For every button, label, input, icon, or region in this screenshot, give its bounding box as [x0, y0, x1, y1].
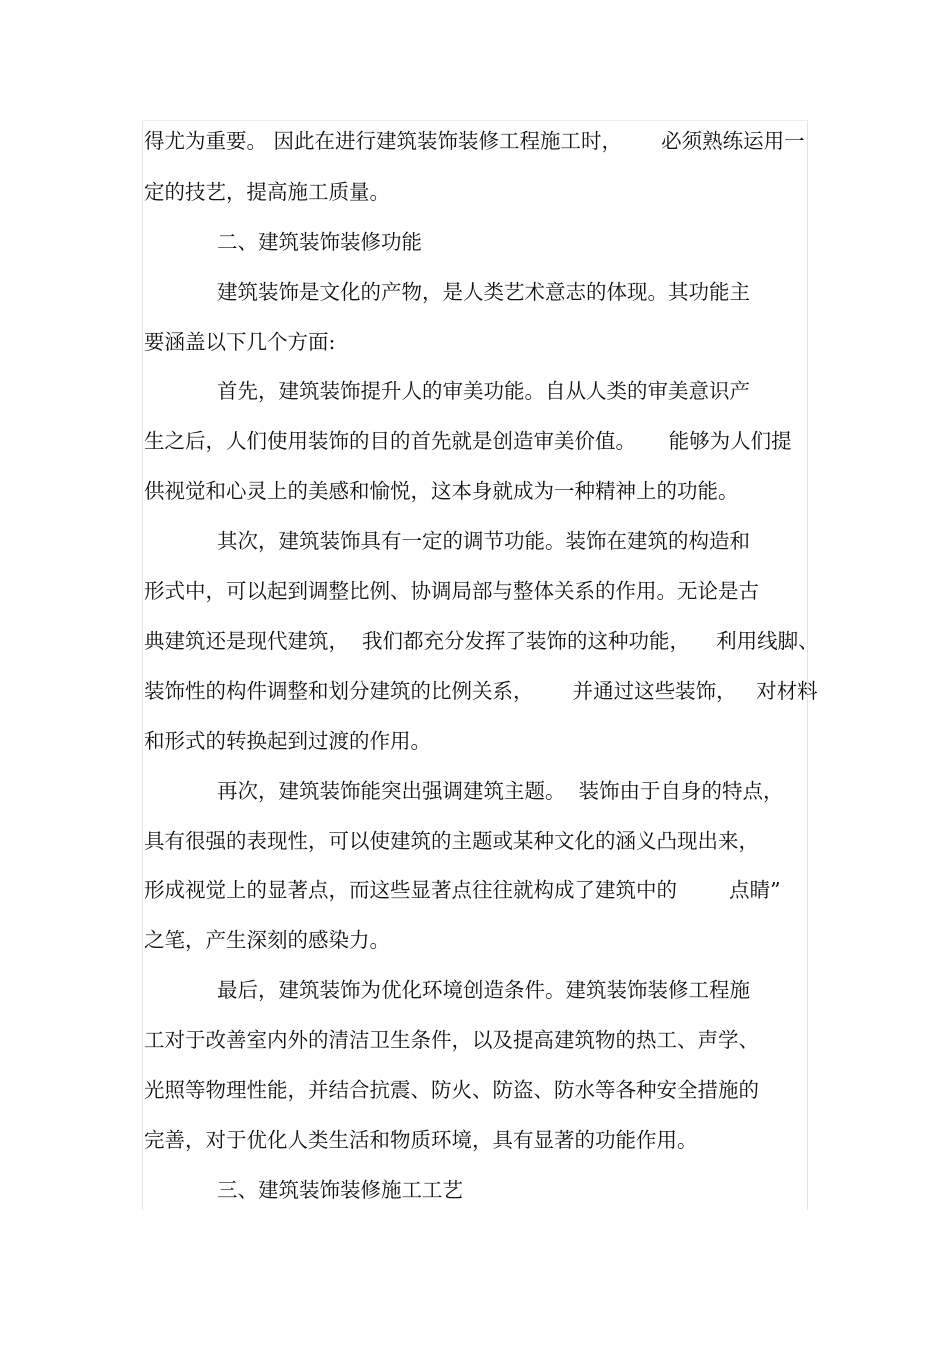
text-line: 建筑装饰是文化的产物，是人类艺术意志的体现。其功能主 [217, 280, 750, 304]
section-heading: 三、建筑装饰装修施工工艺 [217, 1178, 463, 1202]
text-line: 定的技艺，提高施工质量。 [144, 180, 390, 204]
section-heading: 二、建筑装饰装修功能 [217, 230, 422, 254]
text-line: 之笔，产生深刻的感染力。 [144, 928, 390, 952]
text-line: 工对于改善室内外的清洁卫生条件，以及提高建筑物的热工、声学、 [144, 1028, 759, 1052]
text-line: 形式中，可以起到调整比例、协调局部与整体关系的作用。无论是古 [144, 579, 759, 603]
text-line: 装饰性的构件调整和划分建筑的比例关系， 并通过这些装饰， 对材料 [144, 679, 818, 703]
text-line: 其次，建筑装饰具有一定的调节功能。装饰在建筑的构造和 [217, 529, 750, 553]
text-line: 和形式的转换起到过渡的作用。 [144, 729, 431, 753]
text-line: 典建筑还是现代建筑， 我们都充分发挥了装饰的这种功能， 利用线脚、 [144, 629, 819, 653]
text-line: 要涵盖以下几个方面: [144, 330, 336, 354]
text-line: 光照等物理性能，并结合抗震、防火、防盗、防水等各种安全措施的 [144, 1078, 759, 1102]
text-line: 生之后，人们使用装饰的目的首先就是创造审美价值。 能够为人们提 [144, 429, 792, 453]
text-line: 再次，建筑装饰能突出强调建筑主题。 装饰由于自身的特点， [217, 779, 784, 803]
text-line: 供视觉和心灵上的美感和愉悦，这本身就成为一种精神上的功能。 [144, 479, 739, 503]
text-line: 首先，建筑装饰提升人的审美功能。自从人类的审美意识产 [217, 379, 750, 403]
text-line: 具有很强的表现性，可以使建筑的主题或某种文化的涵义凸现出来， [144, 829, 759, 853]
text-line: 最后，建筑装饰为优化环境创造条件。建筑装饰装修工程施 [217, 978, 750, 1002]
text-line: 形成视觉上的显著点，而这些显著点往往就构成了建筑中的 点睛” [144, 878, 781, 902]
text-line: 得尤为重要。 因此在进行建筑装饰装修工程施工时， 必须熟练运用一 [144, 129, 805, 153]
text-line: 完善，对于优化人类生活和物质环境，具有显著的功能作用。 [144, 1128, 698, 1152]
